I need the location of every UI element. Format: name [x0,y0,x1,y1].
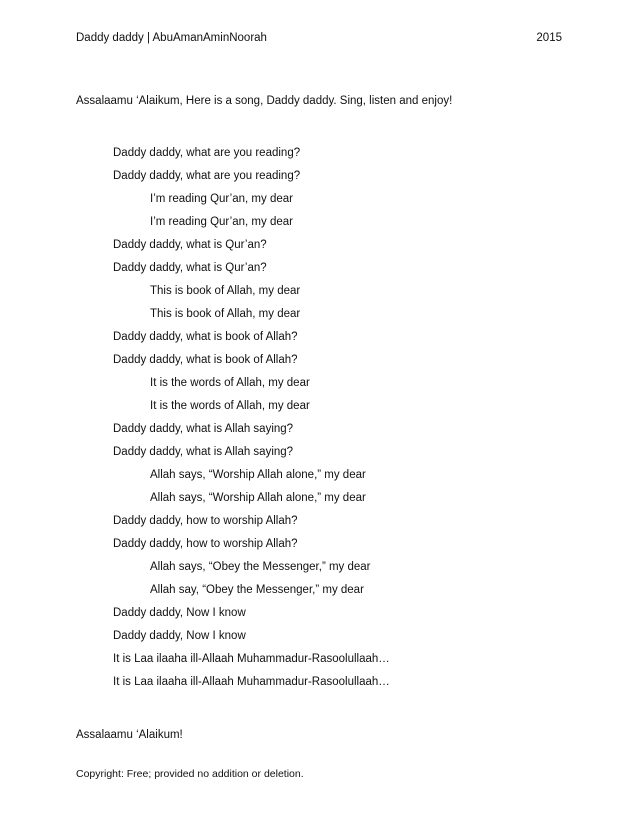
intro-text: Assalaamu ‘Alaikum, Here is a song, Daddy daddy. Sing, listen and enjoy! [76,95,453,107]
copyright-notice: Copyright: Free; provided no addition or deletion. [76,768,304,780]
header-title: Daddy daddy | AbuAmanAminNoorah [76,32,267,44]
header-year: 2015 [536,32,562,44]
lyric-line: This is book of Allah, my dear [150,285,301,297]
lyric-line: I’m reading Qur’an, my dear [150,216,293,228]
lyric-line: Daddy daddy, what is Allah saying? [113,446,294,458]
lyric-line: Daddy daddy, how to worship Allah? [113,538,298,550]
lyric-line: It is Laa ilaaha ill-Allaah Muhammadur-Rasoolullaah… [113,676,390,688]
lyric-line: This is book of Allah, my dear [150,308,301,320]
lyric-line: It is the words of Allah, my dear [150,377,310,389]
closing-greeting: Assalaamu ‘Alaikum! [76,729,183,741]
lyric-line: Daddy daddy, Now I know [113,630,246,642]
lyric-line: Daddy daddy, what is Qur’an? [113,239,267,251]
lyric-line: Daddy daddy, Now I know [113,607,246,619]
lyric-line: Daddy daddy, what is book of Allah? [113,354,298,366]
lyric-line: It is the words of Allah, my dear [150,400,310,412]
lyric-line: It is Laa ilaaha ill-Allaah Muhammadur-Rasoolullaah… [113,653,390,665]
lyric-line: Allah says, “Worship Allah alone,” my dear [150,492,366,504]
lyric-line: Daddy daddy, what is book of Allah? [113,331,298,343]
lyric-line: I’m reading Qur’an, my dear [150,193,293,205]
lyric-line: Allah says, “Worship Allah alone,” my dear [150,469,366,481]
lyric-line: Daddy daddy, what are you reading? [113,147,301,159]
lyric-line: Daddy daddy, what are you reading? [113,170,301,182]
lyric-line: Allah say, “Obey the Messenger,” my dear [150,584,364,596]
lyric-line: Daddy daddy, what is Qur’an? [113,262,267,274]
lyric-line: Daddy daddy, how to worship Allah? [113,515,298,527]
lyric-line: Allah says, “Obey the Messenger,” my dear [150,561,371,573]
lyric-line: Daddy daddy, what is Allah saying? [113,423,294,435]
